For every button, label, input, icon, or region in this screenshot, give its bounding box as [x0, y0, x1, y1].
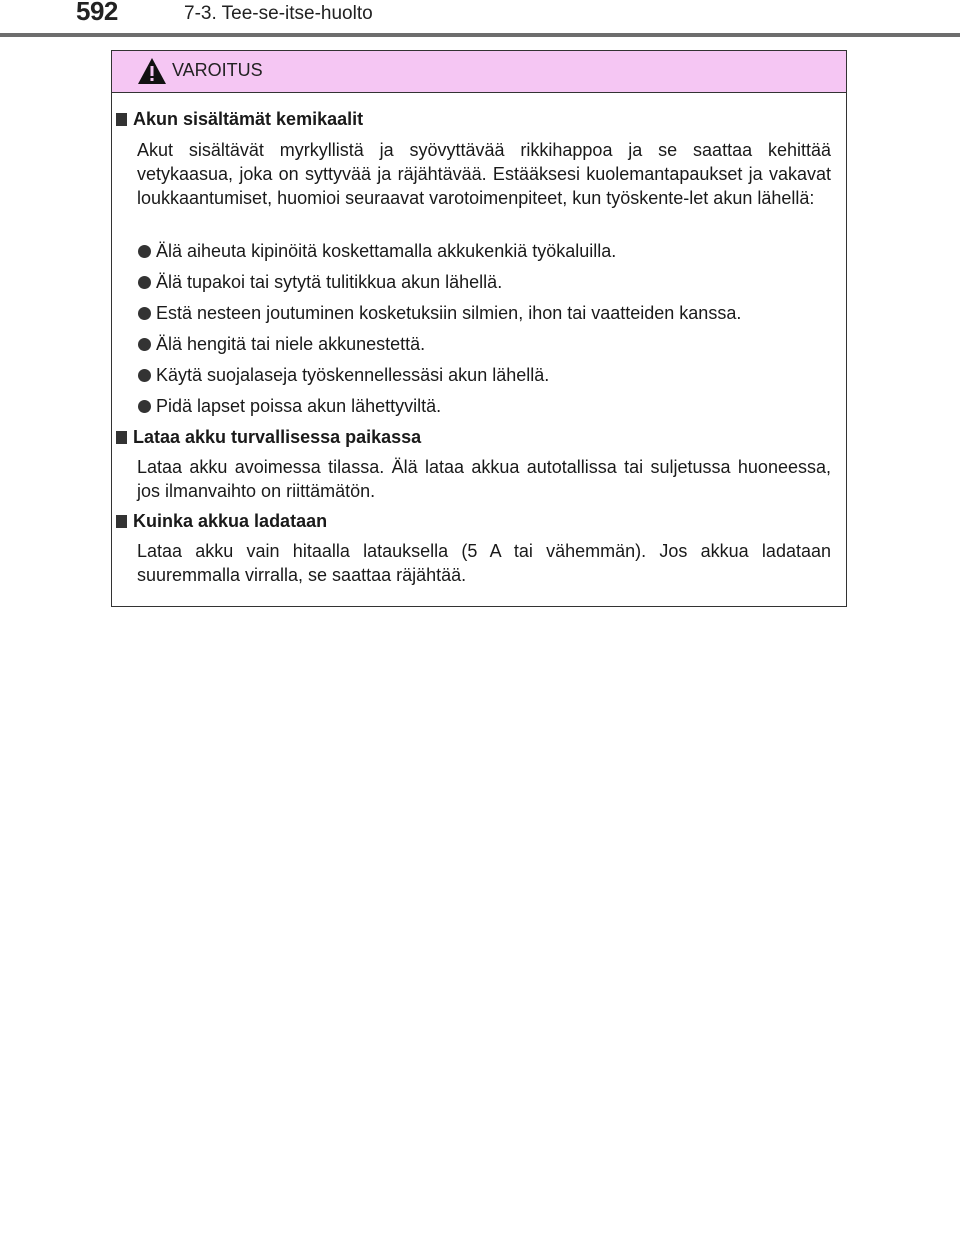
section-heading: Lataa akku turvallisessa paikassa: [116, 427, 421, 448]
section-paragraph: Lataa akku avoimessa tilassa. Älä lataa akkua autotallissa tai suljetussa huoneessa, jos ilmanvaihto on riittämätön.: [137, 457, 831, 501]
list-item: Älä tupakoi tai sytytä tulitikkua akun lähellä.: [138, 272, 502, 293]
section-title: 7-3. Tee-se-itse-huolto: [184, 3, 373, 24]
list-item: Estä nesteen joutuminen kosketuksiin silmien, ihon tai vaatteiden kanssa.: [138, 303, 741, 324]
list-item: Älä aiheuta kipinöitä koskettamalla akkukenkiä työkaluilla.: [138, 241, 616, 262]
section-heading: Kuinka akkua ladataan: [116, 511, 327, 532]
bullet-dot-icon: [138, 307, 151, 320]
warning-triangle-icon: [137, 57, 167, 85]
bullet-dot-icon: [138, 369, 151, 382]
warning-title: VAROITUS: [172, 60, 263, 80]
page-header: [0, 0, 960, 40]
warning-header: [112, 51, 846, 93]
bullet-dot-icon: [138, 276, 151, 289]
square-bullet-icon: [116, 431, 127, 444]
bullet-dot-icon: [138, 245, 151, 258]
square-bullet-icon: [116, 113, 127, 126]
list-item: Pidä lapset poissa akun lähettyviltä.: [138, 396, 441, 417]
square-bullet-icon: [116, 515, 127, 528]
section-paragraph: Lataa akku vain hitaalla latauksella (5 A tai vähemmän). Jos akkua ladataan suuremmalla virralla, se saattaa räjähtää.: [137, 541, 831, 585]
section-heading: Akun sisältämät kemikaalit: [116, 109, 363, 130]
bullet-dot-icon: [138, 338, 151, 351]
section-paragraph: Akut sisältävät myrkyllistä ja syövyttävää rikkihappoa ja se saattaa kehittää vetykaasua, joka on syttyvää ja räjähtävää. Estääksesi kuolemantapaukset ja vakavat loukkaantumiset, huomioi seuraavat varotoimenpiteet, kun työskente-let akun lähellä:: [137, 140, 831, 208]
bullet-dot-icon: [138, 400, 151, 413]
list-item: Käytä suojalaseja työskennellessäsi akun lähellä.: [138, 365, 549, 386]
list-item: Älä hengitä tai niele akkunestettä.: [138, 334, 425, 355]
warning-box: [111, 50, 847, 607]
header-rule: [0, 33, 960, 37]
page-number: 592: [76, 0, 118, 26]
